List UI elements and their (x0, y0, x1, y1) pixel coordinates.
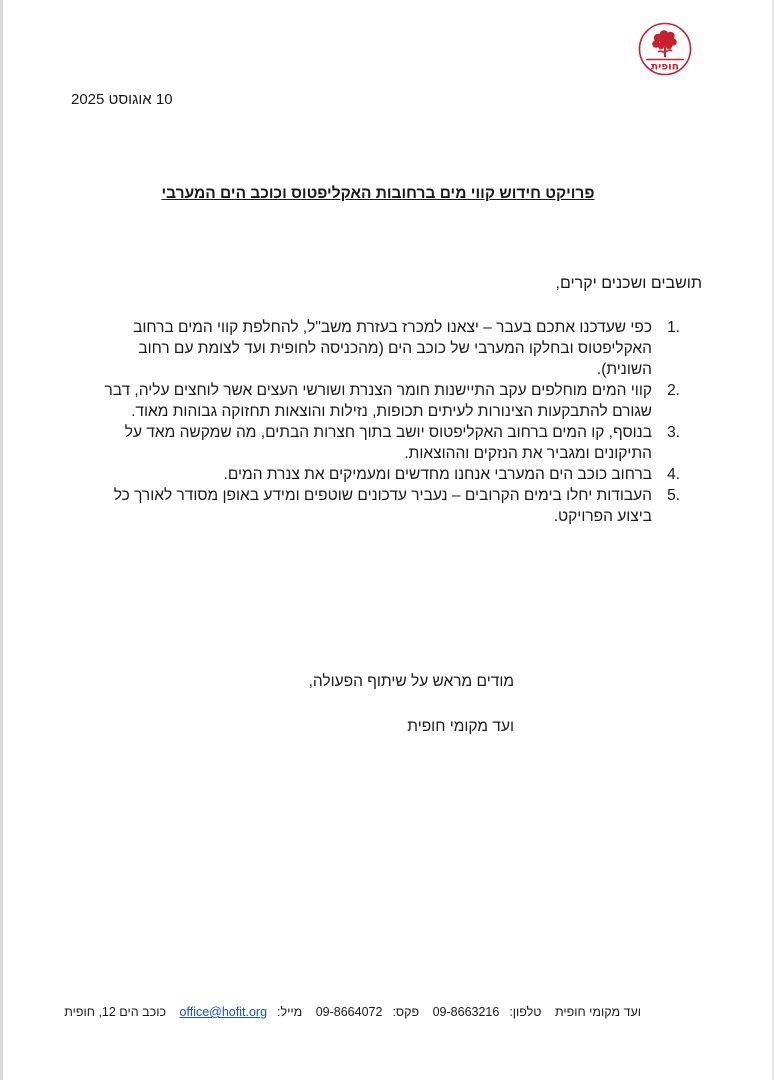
footer-fax: 09-8664072 (315, 1005, 383, 1019)
page-left-edge (0, 0, 3, 1080)
footer-phone-label: טלפון: (509, 1005, 542, 1019)
list-item-text: העבודות יחלו בימים הקרובים – נעביר עדכונים שוטפים ומידע באופן מסודר לאורך כל ביצוע הפרויקט. (113, 487, 652, 525)
letter-title: פרויקט חידוש קווי מים ברחובות האקליפטוס וכוכב הים המערבי (161, 185, 595, 202)
list-item-text: ברחוב כוכב הים המערבי אנחנו מחדשים ומעמיקים את צנרת המים. (223, 466, 652, 483)
footer-email-link[interactable]: office@hofit.org (179, 1005, 268, 1019)
list-item-text: קווי המים מוחלפים עקב התיישנות חומר הצנרת ושורשי העצים אשר לוחצים עליה, דבר שגורם להתבקעות הצינורות לעיתים תכופות, נזילות והוצאות תחזוקה גבוהות מאוד. (104, 382, 652, 420)
list-item-number: 3. (667, 424, 680, 441)
list-item (80, 464, 680, 485)
list-item-text: בנוסף, קו המים ברחוב האקליפטוס יושב בתוך חצרות הבתים, מה שמקשה מאד על התיקונים ומגביר את הנזקים וההוצאות. (124, 424, 652, 462)
logo-text: חופית (651, 60, 679, 73)
closing-line: מודים מראש על שיתוף הפעולה, (308, 673, 514, 690)
list-item (80, 422, 680, 464)
hofit-logo (638, 22, 692, 76)
list-item-number: 1. (667, 319, 680, 336)
footer-address: כוכב הים 12, חופית (64, 1005, 167, 1019)
footer-phone: 09-8663216 (432, 1005, 500, 1019)
footer (64, 1005, 641, 1019)
signature: ועד מקומי חופית (407, 718, 514, 735)
letter-date: 10 אוגוסט 2025 (71, 91, 173, 108)
list-item (80, 380, 680, 422)
numbered-list (80, 317, 680, 527)
list-item (80, 485, 680, 527)
footer-fax-label: פקס: (392, 1005, 420, 1019)
list-item-number: 5. (667, 487, 680, 504)
list-item-text: כפי שעדכנו אתכם בעבר – יצאנו למכרז בעזרת משב"ל, להחלפת קווי המים ברחוב האקליפטוס ובחלקו המערבי של כוכב הים (מהכניסה לחופית ועד לצומת עם רחוב השונית). (133, 319, 652, 378)
greeting: תושבים ושכנים יקרים, (555, 275, 702, 292)
footer-org: ועד מקומי חופית (554, 1005, 641, 1019)
list-item-number: 4. (667, 466, 680, 483)
footer-email-label: מייל: (277, 1005, 303, 1019)
list-item-number: 2. (667, 382, 680, 399)
list-item (80, 317, 680, 380)
